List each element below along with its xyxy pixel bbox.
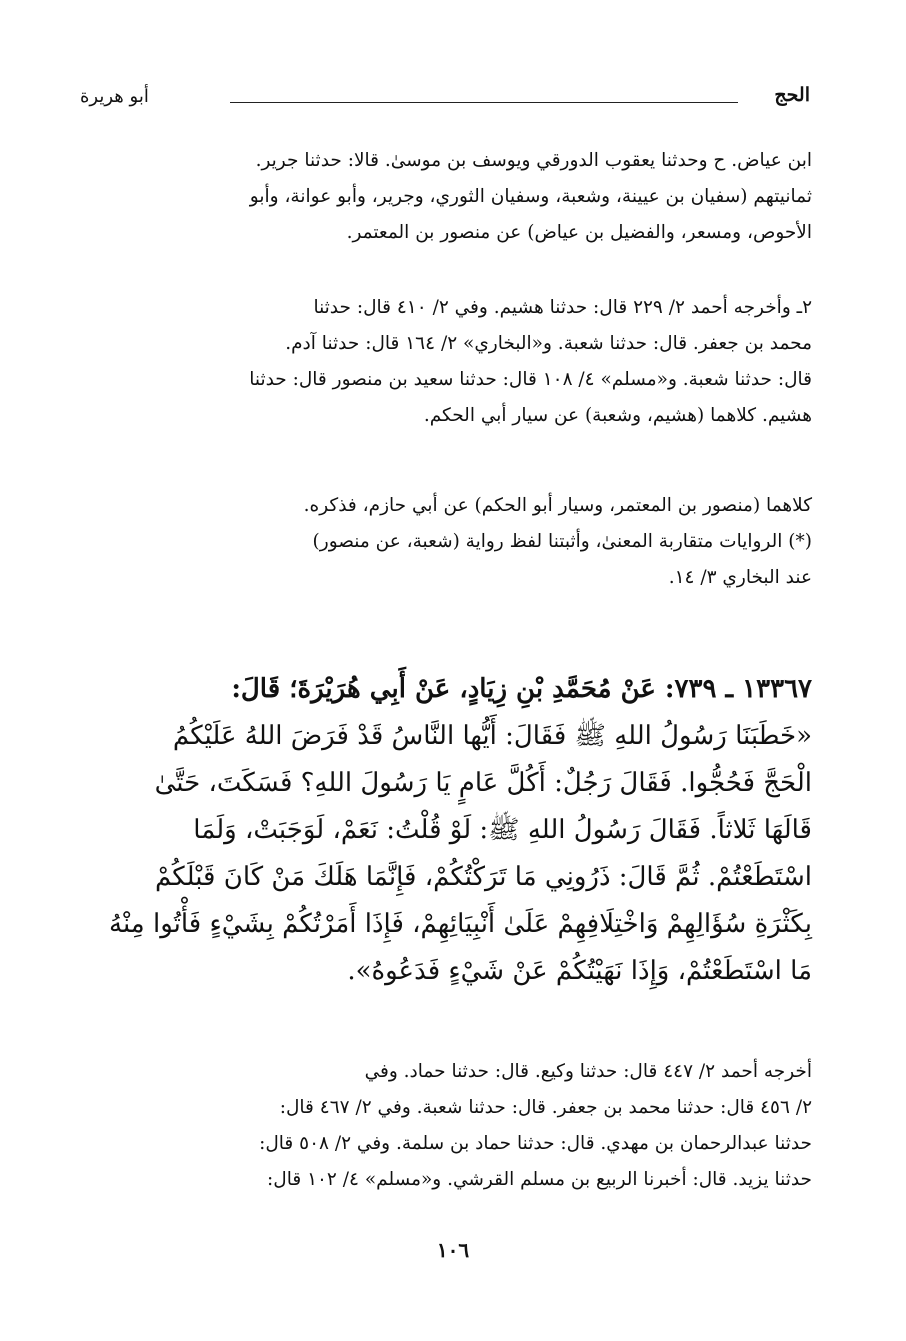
- hadith-line: الْحَجَّ فَحُجُّوا. فَقَالَ رَجُلٌ: أَكُلَّ عَامٍ يَا رَسُولَ اللهِ؟ فَسَكَتَ، حَتَّىٰ: [154, 768, 812, 798]
- text-line: ثمانيتهم (سفيان بن عيينة، وشعبة، وسفيان الثوري، وجرير، وأبو عوانة، وأبو: [249, 186, 812, 207]
- hadith-line: مَا اسْتَطَعْتُمْ، وَإِذَا نَهَيْتُكُمْ عَنْ شَيْءٍ فَدَعُوهُ».: [347, 956, 812, 986]
- running-header: [80, 84, 810, 122]
- text-line: هشيم. كلاهما (هشيم، وشعبة) عن سيار أبي الحكم.: [423, 405, 812, 426]
- text-line: الأحوص، ومسعر، والفضيل بن عياض) عن منصور بن المعتمر.: [346, 222, 812, 243]
- narrator-title: أبو هريرة: [80, 86, 149, 107]
- text-line: محمد بن جعفر. قال: حدثنا شعبة. و«البخاري» ٢/ ١٦٤ قال: حدثنا آدم.: [285, 333, 812, 354]
- text-line: ابن عياض. ح وحدثنا يعقوب الدورقي ويوسف بن موسىٰ. قالا: حدثنا جرير.: [255, 150, 812, 171]
- text-line: أخرجه أحمد ٢/ ٤٤٧ قال: حدثنا وكيع. قال: حدثنا حماد. وفي: [364, 1061, 812, 1082]
- page-number: ١٠٦: [436, 1238, 470, 1262]
- text-line: (*) الروايات متقاربة المعنىٰ، وأثبتنا لفظ رواية (شعبة، عن منصور): [312, 531, 812, 552]
- text-line: حدثنا عبدالرحمان بن مهدي. قال: حدثنا حماد بن سلمة. وفي ٢/ ٥٠٨ قال:: [259, 1133, 812, 1154]
- takhrij-note: [78, 1054, 812, 1198]
- text-line: ٢ـ وأخرجه أحمد ٢/ ٢٢٩ قال: حدثنا هشيم. وفي ٢/ ٤١٠ قال: حدثنا: [313, 297, 812, 318]
- hadith-line: ١٣٣٦٧ ـ ٧٣٩: عَنْ مُحَمَّدِ بْنِ زِيَادٍ، عَنْ أَبِي هُرَيْرَةَ؛ قَالَ:: [231, 674, 812, 704]
- chapter-title: الحج: [774, 84, 810, 106]
- hadith-text: [78, 666, 812, 995]
- hadith-line: «خَطَبَنَا رَسُولُ اللهِ ﷺ فَقَالَ: أَيُّها النَّاسُ قَدْ فَرَضَ اللهُ عَلَيْكُمُ: [172, 721, 812, 751]
- summary-note: [78, 488, 812, 596]
- hadith-line: قَالَهَا ثَلاثاً. فَقَالَ رَسُولُ اللهِ ﷺ: لَوْ قُلْتُ: نَعَمْ، لَوَجَبَتْ، وَلَمَا: [193, 815, 812, 845]
- text-line: كلاهما (منصور بن المعتمر، وسيار أبو الحكم) عن أبي حازم، فذكره.: [303, 495, 812, 516]
- text-line: قال: حدثنا شعبة. و«مسلم» ٤/ ١٠٨ قال: حدثنا سعيد بن منصور قال: حدثنا: [249, 369, 812, 390]
- second-chain: [78, 290, 812, 434]
- header-rule: [230, 102, 738, 103]
- hadith-line: بِكَثْرَةِ سُؤَالِهِمْ وَاخْتِلَافِهِمْ عَلَىٰ أَنْبِيَائِهِمْ، فَإِذَا أَمَرْتُكُمْ بِشَيْءٍ فَأْتُوا مِنْهُ: [109, 909, 812, 939]
- text-line: ٢/ ٤٥٦ قال: حدثنا محمد بن جعفر. قال: حدثنا شعبة. وفي ٢/ ٤٦٧ قال:: [279, 1097, 812, 1118]
- chain-continuation: [78, 143, 812, 251]
- text-line: حدثنا يزيد. قال: أخبرنا الربيع بن مسلم القرشي. و«مسلم» ٤/ ١٠٢ قال:: [267, 1169, 812, 1190]
- text-line: عند البخاري ٣/ ١٤.: [668, 567, 812, 588]
- hadith-line: اسْتَطَعْتُمْ. ثُمَّ قَالَ: ذَرُونِي مَا تَرَكْتُكُمْ، فَإِنَّمَا هَلَكَ مَنْ كَانَ قَبْلَكُمْ: [154, 862, 812, 892]
